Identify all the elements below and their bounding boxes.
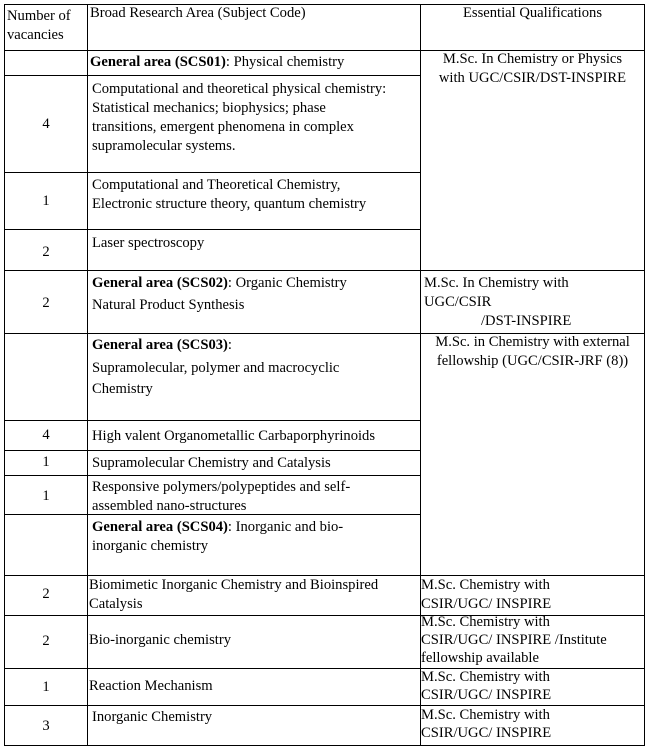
row-divider — [4, 270, 645, 271]
row-divider — [4, 745, 645, 746]
research-area: Inorganic Chemistry — [92, 709, 213, 725]
vacancy-count: 1 — [42, 454, 50, 470]
research-area: Responsive polymers/polypeptides and self- assembled nano-structures — [92, 479, 351, 514]
row-divider — [4, 450, 421, 451]
vacancy-count: 3 — [42, 718, 50, 734]
research-area: Computational and theoretical physical chemistry: Statistical mechanics; biophysics; phase transitions, emergent phenomena in complex supramolecular systems. — [92, 81, 387, 154]
vacancy-count: 1 — [42, 679, 50, 695]
qualification-scs03: M.Sc. in Chemistry with external fellowship (UGC/CSIR-JRF (8)) — [435, 334, 630, 369]
general-area-scs03: General area (SCS03): Supramolecular, polymer and macrocyclic Chemistry — [92, 337, 340, 397]
vacancy-count: 1 — [42, 488, 50, 504]
qualification-scs02: M.Sc. In Chemistry with UGC/CSIR /DST-INSPIRE — [424, 275, 572, 329]
row-divider — [4, 229, 421, 230]
research-area: Computational and Theoretical Chemistry, Electronic structure theory, quantum chemistry — [92, 177, 367, 212]
vacancy-count: 1 — [42, 193, 50, 209]
header-vacancies: Number of vacancies — [7, 8, 71, 43]
general-area-scs02: General area (SCS02): Organic Chemistry Natural Product Synthesis — [92, 275, 347, 313]
qualification: M.Sc. Chemistry with CSIR/UGC/ INSPIRE — [421, 669, 552, 703]
research-area: Biomimetic Inorganic Chemistry and Bioinspired Catalysis — [89, 577, 379, 612]
vacancy-count: 2 — [42, 295, 50, 311]
column-divider-area — [87, 4, 88, 746]
qualification: M.Sc. Chemistry with CSIR/UGC/ INSPIRE /Institute fellowship available — [421, 614, 607, 666]
research-area: Bio-inorganic chemistry — [89, 632, 231, 648]
table-border-right — [644, 4, 645, 746]
header-qualifications: Essential Qualifications — [462, 5, 602, 21]
row-divider — [4, 475, 421, 476]
vacancy-count: 2 — [42, 586, 50, 602]
vacancy-count: 2 — [42, 244, 50, 260]
vacancy-count: 4 — [42, 427, 50, 443]
research-area: High valent Organometallic Carbaporphyrinoids — [92, 428, 376, 444]
general-area-scs04: General area (SCS04): Inorganic and bio- inorganic chemistry — [92, 519, 344, 554]
row-divider — [4, 172, 421, 173]
vacancy-count: 4 — [42, 116, 50, 132]
qualification: M.Sc. Chemistry with CSIR/UGC/ INSPIRE — [421, 577, 552, 612]
row-divider — [4, 420, 421, 421]
qualification-scs01: M.Sc. In Chemistry or Physics with UGC/CSIR/DST-INSPIRE — [438, 51, 627, 86]
general-area-scs01: General area (SCS01): Physical chemistry — [90, 54, 345, 70]
qualification: M.Sc. Chemistry with CSIR/UGC/ INSPIRE — [421, 707, 552, 741]
row-divider — [4, 75, 421, 76]
research-area: Reaction Mechanism — [89, 678, 213, 694]
research-area: Laser spectroscopy — [92, 235, 205, 251]
research-area: Supramolecular Chemistry and Catalysis — [92, 455, 331, 471]
vacancy-count: 2 — [42, 633, 50, 649]
header-area: Broad Research Area (Subject Code) — [90, 5, 306, 21]
